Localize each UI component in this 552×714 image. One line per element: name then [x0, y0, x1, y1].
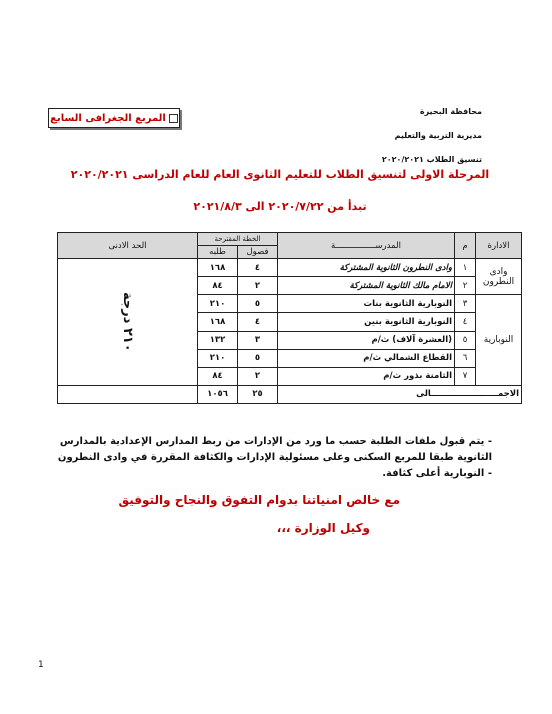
total-classes: ٢٥: [238, 385, 278, 403]
students-cell: ٨٤: [198, 367, 238, 385]
row-num: ١: [455, 259, 476, 277]
students-cell: ١٦٨: [198, 259, 238, 277]
admission-table: [57, 232, 522, 404]
row-num: ٣: [455, 295, 476, 313]
col-m: م: [455, 233, 476, 259]
classes-cell: ٢: [238, 367, 278, 385]
date-range: تبدأ من ٢٠٢٠/٧/٢٢ الى ٢٠٢١/٨/٣: [193, 200, 367, 213]
document-title: المرحلة الاولى لتنسيق الطلاب للتعليم الثانوى العام للعام الدراسى ٢٠٢٠/٢٠٢١: [70, 168, 490, 181]
col-classes: فصول: [238, 246, 278, 259]
coordination-label: تنسيق الطلاب ٢٠٢٠/٢٠٢١: [381, 155, 482, 164]
school-name: (العشرة آلاف) ث/م: [278, 331, 455, 349]
row-num: ٦: [455, 349, 476, 367]
students-cell: ٢١٠: [198, 349, 238, 367]
classes-cell: ٢: [238, 277, 278, 295]
students-cell: ١٦٨: [198, 313, 238, 331]
col-students: طلبه: [198, 246, 238, 259]
col-min: الحد الادنى: [58, 233, 198, 259]
admission-note: - يتم قبول ملفات الطلبة حسب ما ورد من الإدارات من ربط المدارس الإعدادية بالمدارس الثانوية طبقا للمربع السكنى وعلى مسئولية الإدارات والكثافة المقررة في وادى النطرون - النوبارية أعلى كثافة.: [57, 436, 492, 479]
signature: وكيل الوزارة ،،،: [276, 521, 370, 535]
students-cell: ٢١٠: [198, 295, 238, 313]
min-score: ٢١٠ درجة: [58, 259, 198, 386]
closing-wish: مع خالص امنياتنا بدوام التفوق والنجاح والتوفيق: [118, 493, 400, 507]
classes-cell: ٤: [238, 313, 278, 331]
page-number: 1: [38, 660, 44, 670]
total-row: [58, 385, 522, 403]
students-cell: ١٣٢: [198, 331, 238, 349]
col-school: المدرســــــــــــــــة: [278, 233, 455, 259]
region-stamp: [48, 108, 180, 128]
total-min-empty: [58, 385, 198, 403]
admin-group: وادى النطرون: [476, 259, 522, 295]
classes-cell: ٣: [238, 331, 278, 349]
row-num: ٢: [455, 277, 476, 295]
stamp-label: المربع الجغرافى السابع: [50, 112, 166, 124]
classes-cell: ٤: [238, 259, 278, 277]
school-name: الثامنة بذور ث/م: [278, 367, 455, 385]
school-name: النوبارية الثانوية بنات: [278, 295, 455, 313]
row-num: ٧: [455, 367, 476, 385]
total-students: ١٠٥٦: [198, 385, 238, 403]
directorate-label: مديرية التربية والتعليم: [394, 131, 482, 140]
total-label: الاجمـــــــــــــــــــــــالى: [278, 385, 522, 403]
students-cell: ٨٤: [198, 277, 238, 295]
school-name: وادى النطرون الثانوية المشتركة: [278, 259, 455, 277]
classes-cell: ٥: [238, 349, 278, 367]
checkbox-icon: [169, 114, 178, 123]
table-row: [58, 259, 522, 277]
row-num: ٥: [455, 331, 476, 349]
col-admin: الادارة: [476, 233, 522, 259]
school-name: الامام مالك الثانوية المشتركة: [278, 277, 455, 295]
governorate-label: محافظة البحيرة: [419, 107, 482, 116]
classes-cell: ٥: [238, 295, 278, 313]
admin-group: النوبارية: [476, 295, 522, 386]
row-num: ٤: [455, 313, 476, 331]
school-name: القطاع الشمالي ث/م: [278, 349, 455, 367]
col-plan: الخطة المقترحة: [198, 233, 278, 246]
header-block: [282, 100, 482, 172]
school-name: النوبارية الثانوية بنين: [278, 313, 455, 331]
